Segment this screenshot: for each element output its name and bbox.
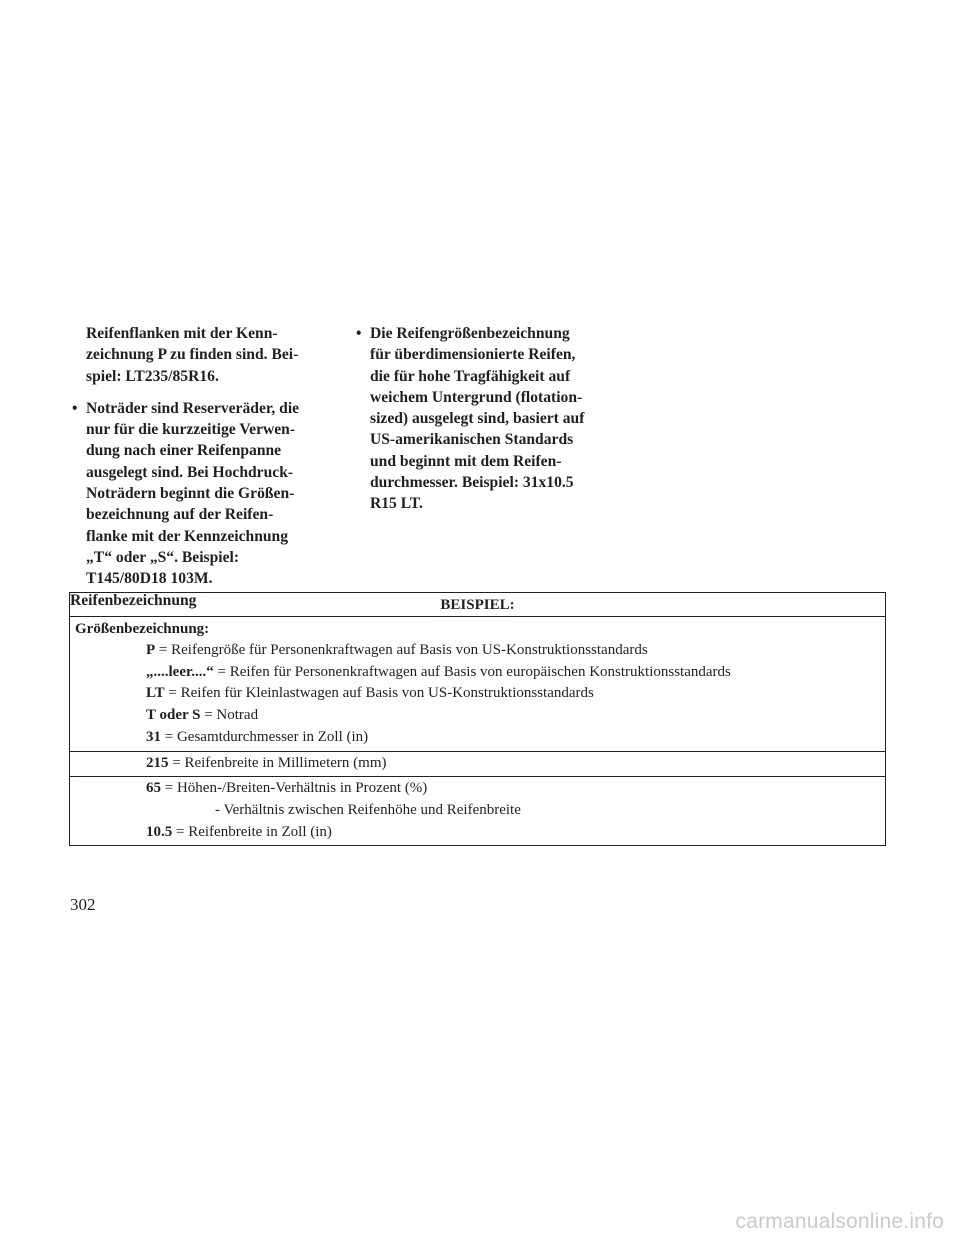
code-description: = Reifen für Personenkraftwagen auf Basis von europäischen Konstruktionsstandards: [213, 663, 731, 680]
text-line: Noträder sind Reserveräder, die: [86, 399, 300, 417]
table-row: [70, 778, 885, 800]
code-description: = Reifenbreite in Zoll (in): [172, 823, 332, 840]
table-row: [70, 705, 885, 727]
table-row: [70, 727, 885, 749]
text-line: T145/80D18 103M.: [86, 570, 213, 588]
bullet-item-spare-tire: [70, 398, 322, 590]
text-line: R15 LT.: [370, 495, 423, 513]
code-key: T oder S: [146, 707, 201, 724]
table-title: BEISPIEL:: [440, 597, 515, 613]
page-number: 302: [70, 895, 96, 914]
table-label: Größenbezeichnung:: [75, 621, 210, 637]
code-key: 31: [146, 728, 161, 745]
code-key: 215: [146, 754, 169, 771]
text-line: nur für die kurzzeitige Verwen-: [86, 421, 296, 439]
text-line: für überdimensionierte Reifen,: [370, 346, 576, 364]
table-row: [70, 753, 885, 775]
code-key: LT: [146, 685, 165, 702]
table-block: [70, 639, 885, 751]
left-column: [70, 323, 322, 611]
text-line: Reifenflanken mit der Kenn-: [86, 325, 278, 342]
code-key: „....leer....“: [146, 663, 214, 680]
text-line: zeichnung P zu finden sind. Bei-: [86, 346, 299, 364]
section-heading: Reifenbezeichnung: [70, 591, 197, 609]
code-description: = Reifengröße für Personenkraftwagen auf Basis von US-Konstruktionsstandards: [155, 642, 648, 658]
watermark: carmanualsonline.info: [735, 1210, 944, 1233]
text-line: Die Reifengrößenbezeichnung: [370, 325, 570, 342]
bullet-item-flotation-tire: [354, 323, 604, 515]
code-key: P: [146, 642, 156, 658]
code-key: 65: [146, 780, 161, 797]
text-line: spiel: LT235/85R16.: [86, 367, 219, 385]
table-section-width-mm: [70, 751, 885, 777]
text-line: Noträdern beginnt die Größen-: [86, 485, 295, 503]
table-row: [70, 822, 885, 844]
code-description: = Höhen-/Breiten-Verhältnis in Prozent (%): [161, 780, 428, 797]
text-line: „T“ oder „S“. Beispiel:: [86, 548, 240, 566]
text-line: dung nach einer Reifenpanne: [86, 442, 282, 460]
text-line: bezeichnung auf der Reifen-: [86, 506, 274, 524]
code-key: 10.5: [146, 823, 173, 840]
bullet-icon: •: [72, 399, 78, 417]
code-description: = Reifen für Kleinlastwagen auf Basis von US-Konstruktionsstandards: [164, 685, 594, 702]
text-line: ausgelegt sind. Bei Hochdruck-: [86, 463, 294, 481]
right-column: [354, 323, 604, 515]
code-description: = Notrad: [200, 707, 259, 724]
text-line: flanke mit der Kennzeichnung: [86, 527, 289, 545]
code-description: = Reifenbreite in Millimetern (mm): [168, 754, 387, 771]
table-row: [70, 683, 885, 705]
text-line: sized) ausgelegt sind, basiert auf: [370, 410, 585, 428]
table-row: [70, 640, 885, 662]
bullet-icon: •: [356, 325, 362, 342]
table-row: [70, 662, 885, 684]
text-line: US-amerikanischen Standards: [370, 431, 574, 449]
continuation-paragraph: [70, 323, 322, 387]
table-row-note: - Verhältnis zwischen Reifenhöhe und Reifenbreite: [215, 801, 521, 818]
text-line: durchmesser. Beispiel: 31x10.5: [370, 474, 574, 492]
text-line: weichem Untergrund (flotation-: [370, 388, 583, 406]
table-section-ratio: [70, 776, 885, 845]
text-line: die für hohe Tragfähigkeit auf: [370, 367, 571, 385]
table-section-size-designation: [70, 616, 885, 751]
tire-size-example-table: [69, 592, 886, 846]
text-line: und beginnt mit dem Reifen-: [370, 452, 562, 470]
code-description: = Gesamtdurchmesser in Zoll (in): [161, 728, 369, 745]
